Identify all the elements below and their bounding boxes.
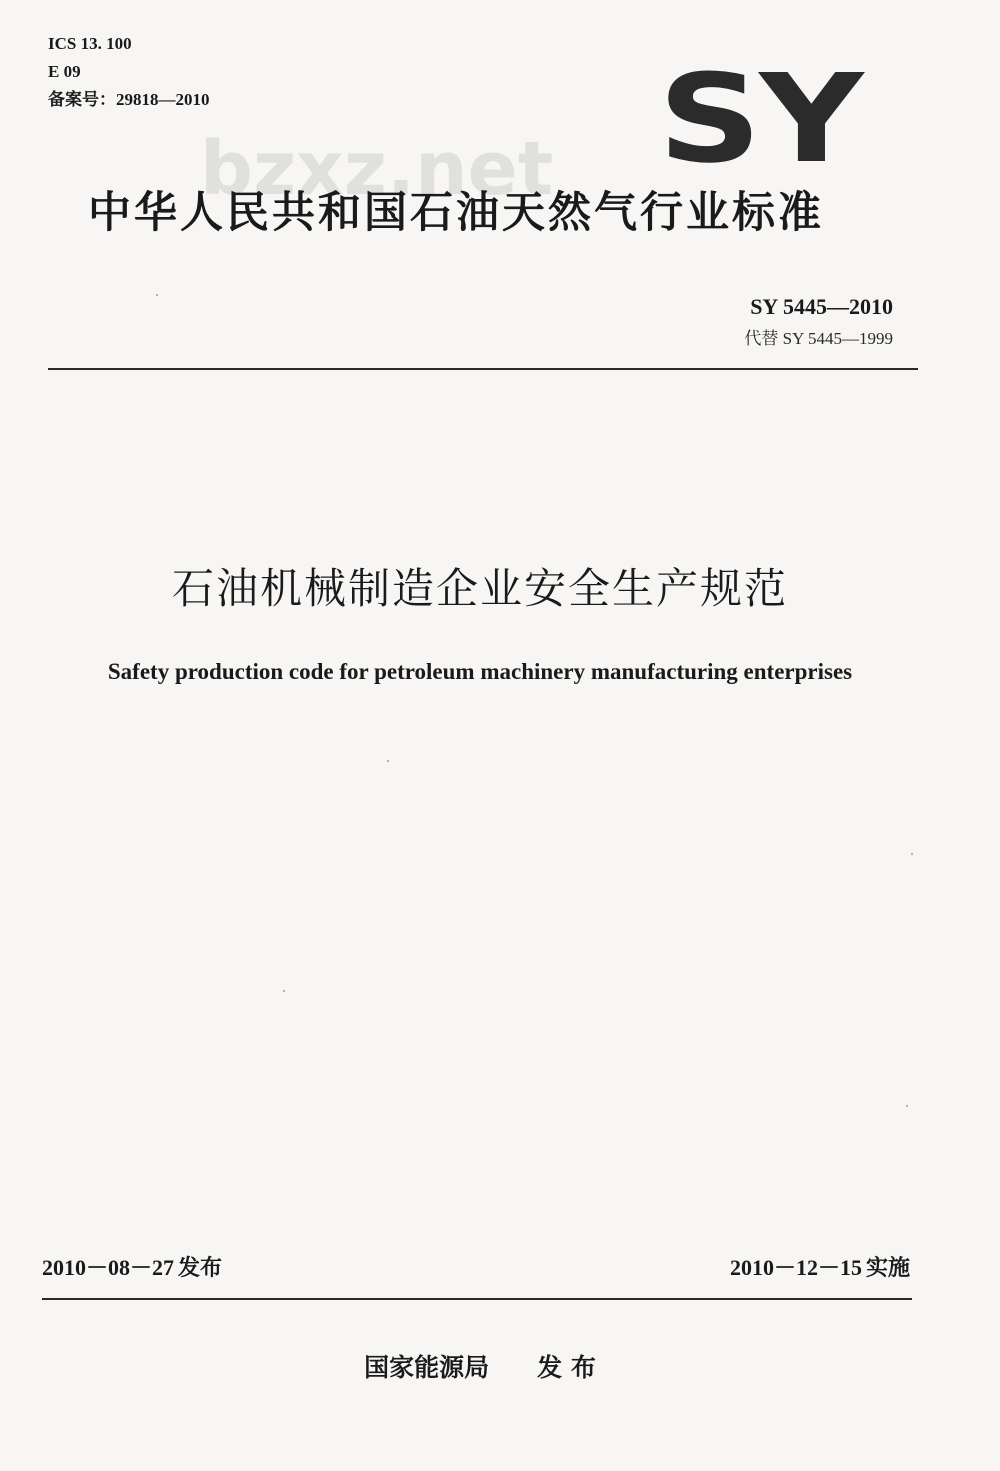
issuer (0, 1355, 960, 1380)
document-title-cn: 石油机械制造企业安全生产规范 (171, 564, 788, 613)
document-title-en: Safety production code for petroleum machinery manufacturing enterprises (107, 659, 853, 684)
category-code: E 09 (48, 62, 81, 81)
scan-speck (156, 294, 158, 296)
replaces-standard: 代替 SY 5445—1999 (744, 329, 893, 348)
scan-speck (387, 760, 389, 762)
top-divider (48, 368, 918, 370)
ics-code: ICS 13. 100 (48, 34, 132, 53)
issuer-action: 发 布 (537, 1353, 596, 1382)
header-title: 中华人民共和国石油天然气行业标准 (88, 188, 824, 238)
effective-date (730, 1257, 910, 1280)
issue-date-value: 2010－08－27 (42, 1255, 175, 1280)
effective-date-label: 实施 (865, 1256, 910, 1281)
issuer-name: 国家能源局 (364, 1353, 490, 1382)
sy-logo: SY (658, 48, 862, 190)
scan-speck (906, 1105, 908, 1107)
bottom-divider (42, 1298, 912, 1300)
effective-date-value: 2010－12－15 (729, 1255, 862, 1280)
scan-speck (911, 853, 913, 855)
issue-date (42, 1257, 222, 1280)
record-number: 备案号：29818—2010 (48, 90, 210, 109)
issue-date-label: 发布 (178, 1256, 223, 1281)
watermark: bzxz.net (200, 126, 554, 212)
standard-number: SY 5445—2010 (750, 294, 893, 319)
scan-speck (283, 990, 285, 992)
